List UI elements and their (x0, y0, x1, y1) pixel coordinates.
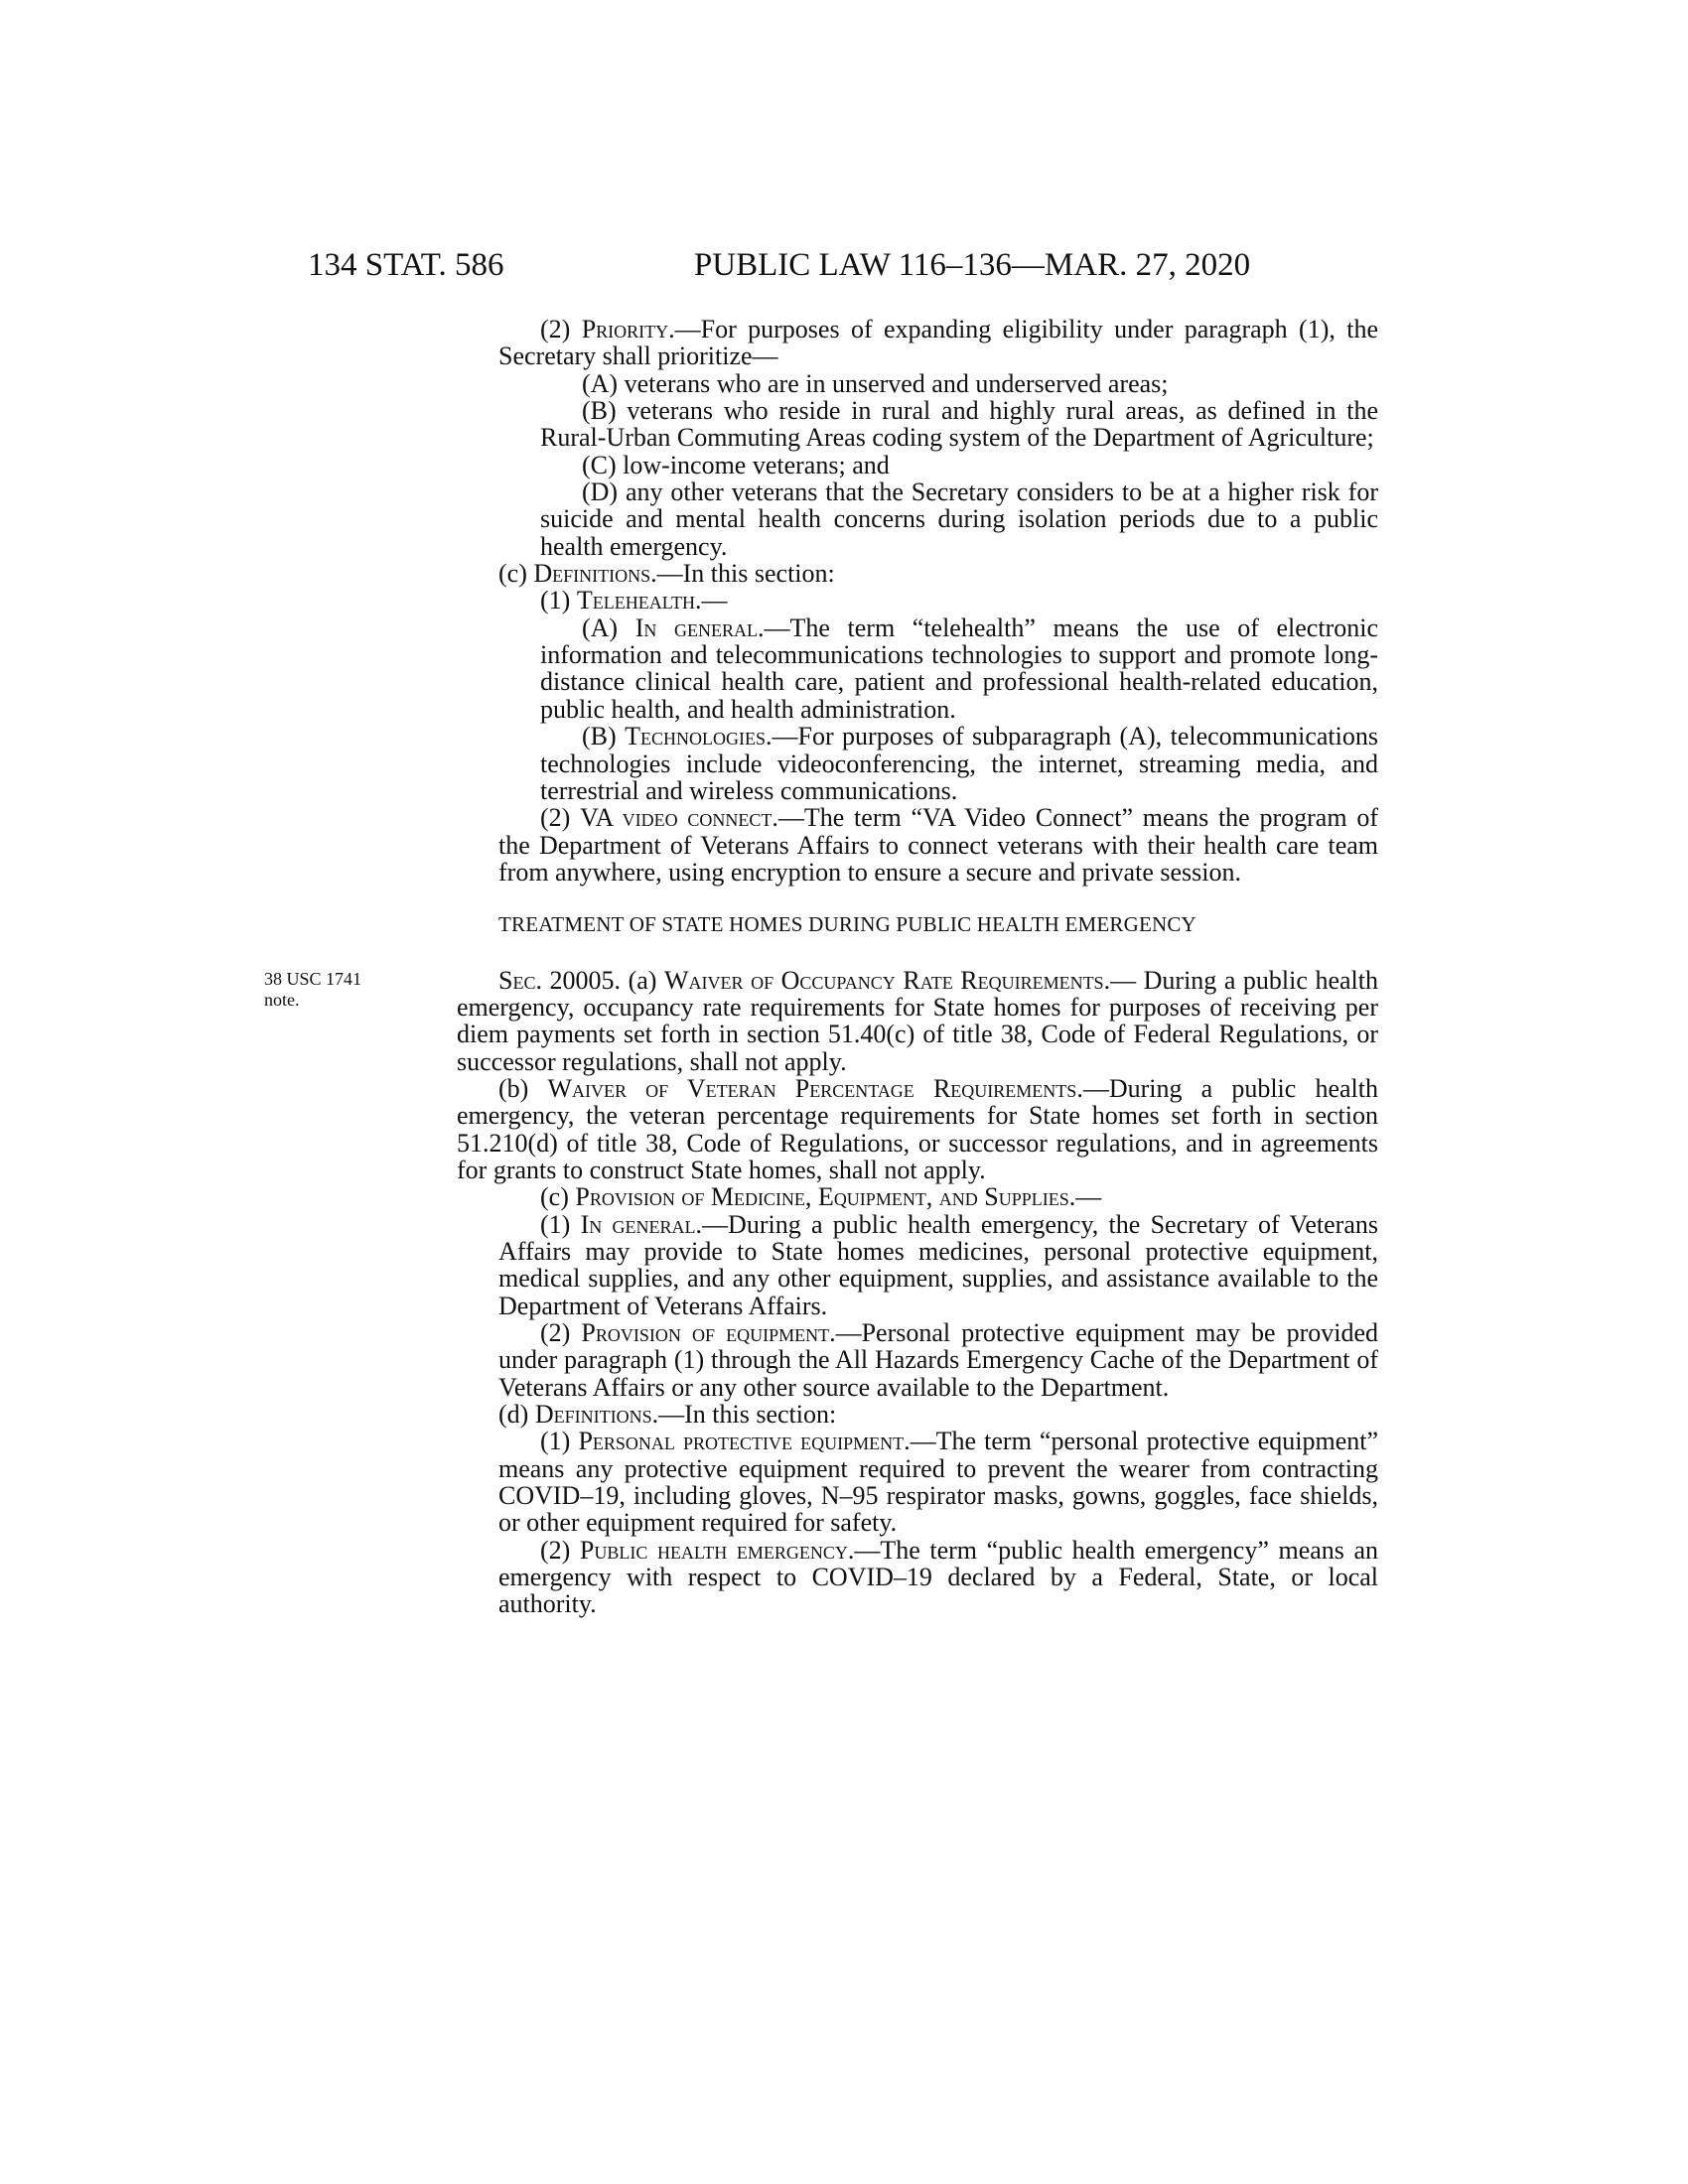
subparagraph-b2-D: (D) any other veterans that the Secretary considers to be at a higher risk for suicide and mental health concerns during isolation periods due to a public health emergency. (540, 478, 1378, 561)
subsection-heading: Provision of Medicine, Equipment, and Supplies (575, 1182, 1069, 1212)
paragraph-heading: Personal protective equipment (578, 1427, 905, 1456)
subparagraph-b2-A: (A) veterans who are in unserved and underserved areas; (582, 368, 1169, 398)
page-title: PUBLIC LAW 116–136—MAR. 27, 2020 (693, 247, 1251, 283)
subsection-heading: Definitions (534, 1400, 652, 1430)
subparagraph-heading: In general (634, 613, 758, 642)
paragraph-d2-public-health-emergency: (2) Public health emergency.—The term “public health emergency” means an emergency with respect to COVID–19 declared by a Federal, State, or local authority. (498, 1535, 1379, 1619)
paragraph-heading: Provision of equipment (581, 1318, 830, 1348)
subsection-b-waiver-veteran-percentage: (b) Waiver of Veteran Percentage Requirements.—During a public health emergency, the veteran percentage requirements for State homes set forth in section 51.210(d) of title 38, Code of Regulations, or successor regulations, and in agreements for grants to construct State homes, shall not apply. (457, 1073, 1378, 1184)
section-heading: TREATMENT OF STATE HOMES DURING PUBLIC HEALTH EMERGENCY (498, 912, 1196, 937)
subsection-heading: Waiver of Occupancy Rate Requirements (664, 965, 1104, 995)
subparagraph-b2-B: (B) veterans who reside in rural and highly rural areas, as defined in the Rural-Urban Commuting Areas coding system of the Department of Agriculture; (540, 396, 1378, 453)
paragraph-heading: In general (580, 1209, 696, 1239)
paragraph-heading: Public health emergency (579, 1535, 848, 1565)
paragraph-c1-telehealth: (1) Telehealth.— (540, 586, 728, 615)
subsection-d-definitions: (d) Definitions.—In this section: (498, 1400, 837, 1430)
paragraph-c2-va-video-connect: (2) VA video connect.—The term “VA Video Connect” means the program of the Department of Veterans Affairs to connect veterans with their health care team from anywhere, using encryption to ensure a secure and private session. (498, 803, 1378, 887)
margin-note: 38 USC 1741 note. (264, 968, 362, 1010)
paragraph-heading: Priority (581, 315, 669, 343)
running-header (308, 245, 1378, 285)
paragraph-heading: VA video connect (580, 803, 773, 833)
paragraph-d1-ppe: (1) Personal protective equipment.—The term “personal protective equipment” means any protective equipment required to prevent the wearer from contracting COVID–19, including gloves, N–95 respirator masks, gowns, goggles, face shields, or other equipment required for safety. (498, 1427, 1378, 1538)
subsection-heading: Waiver of Veteran Percentage Requirements (547, 1073, 1077, 1103)
subparagraph-heading: Technologies (625, 722, 766, 751)
paragraph-heading: Telehealth (576, 586, 696, 615)
subparagraph-c1-B: (B) Technologies.—For purposes of subparagraph (A), telecommunications technologies include videoconferencing, the internet, streaming media, and terrestrial and wireless communications. (540, 722, 1378, 805)
subsection-a-waiver-occupancy: Sec. 20005. (a) Waiver of Occupancy Rate Requirements.— During a public health emergency, occupancy rate requirements for State homes for purposes of receiving per diem payments set forth in section 51.40(c) of title 38, Code of Federal Regulations, or successor regulations, shall not apply. (457, 965, 1379, 1076)
paragraph-b2-priority: (2) Priority.—For purposes of expanding eligibility under paragraph (1), the Secretary shall prioritize— (498, 315, 1378, 371)
subparagraph-b2-C: (C) low-income veterans; and (582, 450, 890, 479)
subsection-heading: Definitions (533, 559, 651, 589)
document-body (264, 315, 1379, 1619)
section-20005 (264, 965, 1379, 1184)
subsection-c-definitions: (c) Definitions.—In this section: (498, 559, 835, 589)
paragraph-c2-provision-equipment: (2) Provision of equipment.—Personal protective equipment may be provided under paragraph (1) through the All Hazards Emergency Cache of the Department of Veterans Affairs or any other source available to the Department. (498, 1318, 1379, 1402)
subsection-c-provision: (c) Provision of Medicine, Equipment, and Supplies.— (540, 1182, 1102, 1212)
section-label: Sec. 20005. (498, 965, 629, 995)
paragraph-c1-in-general: (1) In general.—During a public health emergency, the Secretary of Veterans Affairs may provide to State homes medicines, personal protective equipment, medical supplies, and any other equipment, supplies, and assistance available to the Department of Veterans Affairs. (498, 1209, 1378, 1320)
subparagraph-c1-A: (A) In general.—The term “telehealth” means the use of electronic information and telecommunications technologies to support and promote long-distance clinical health care, patient and professional health-related education, public health, and health administration. (540, 613, 1378, 724)
stat-page-citation: 134 STAT. 586 (308, 247, 504, 283)
